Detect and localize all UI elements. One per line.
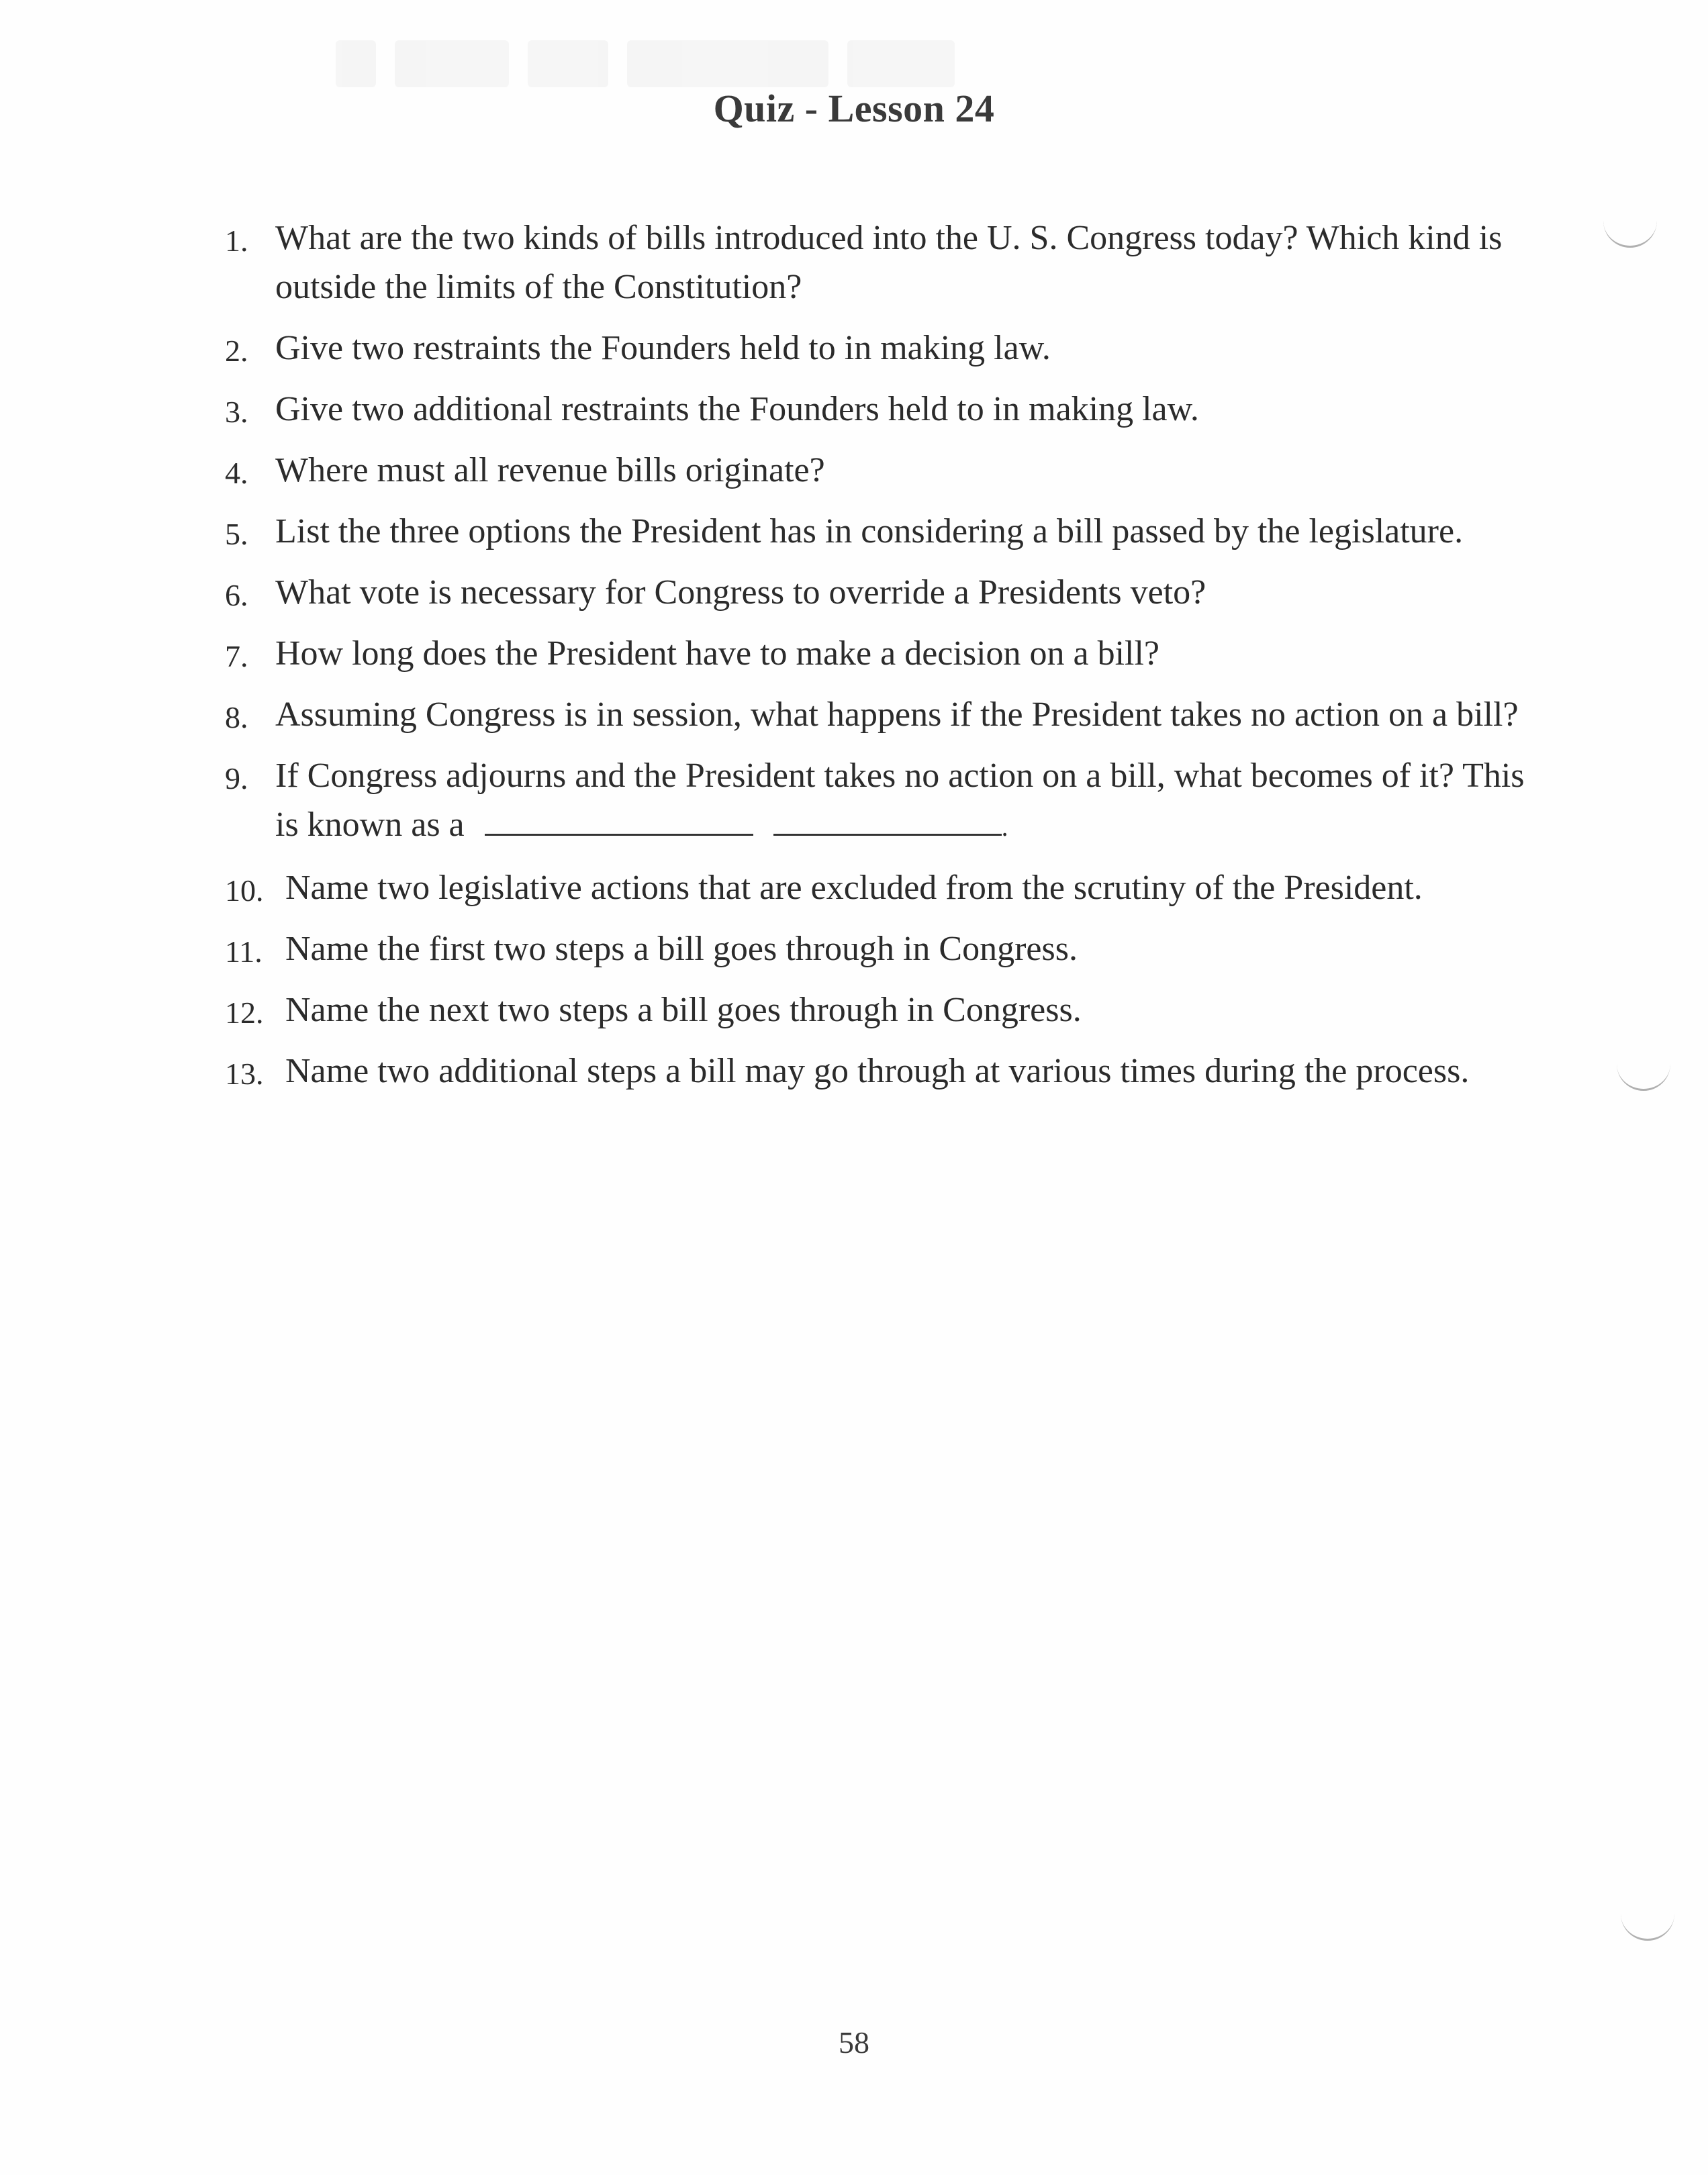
- question-item: [225, 629, 1554, 678]
- question-text: Assuming Congress is in session, what happens if the President takes no action on a bill?: [275, 695, 1519, 734]
- question-text: What vote is necessary for Congress to override a Presidents veto?: [275, 573, 1206, 612]
- page-number: 58: [839, 2025, 869, 2060]
- question-suffix: .: [1001, 812, 1008, 842]
- question-number: 8.: [225, 700, 248, 734]
- question-item: [225, 446, 1554, 495]
- question-item: [225, 1047, 1554, 1096]
- question-number: 6.: [225, 578, 248, 612]
- question-number: 10.: [225, 873, 264, 908]
- question-number: 2.: [225, 334, 248, 368]
- punch-hole-mark: [1621, 1912, 1674, 1941]
- question-item: [225, 985, 1554, 1034]
- question-item: [225, 507, 1554, 556]
- question-number: 12.: [225, 996, 264, 1030]
- punch-hole-mark: [1603, 219, 1657, 248]
- question-text: If Congress adjourns and the President takes no action on a bill, what becomes of it? This is known as a: [275, 757, 1525, 844]
- question-text: What are the two kinds of bills introduced into the U. S. Congress today? Which kind is outside the limits of the Constitution?: [275, 219, 1503, 306]
- answer-blank: [485, 807, 753, 836]
- question-number: 5.: [225, 517, 248, 551]
- question-number: 4.: [225, 456, 248, 490]
- question-number: 11.: [225, 934, 263, 969]
- question-text: Name the first two steps a bill goes through in Congress.: [285, 930, 1078, 968]
- quiz-title: Quiz - Lesson 24: [713, 87, 995, 130]
- question-item: [225, 568, 1554, 617]
- question-list: [225, 213, 1554, 1108]
- question-number: 9.: [225, 761, 248, 795]
- question-text: Name the next two steps a bill goes through in Congress.: [285, 991, 1082, 1029]
- punch-hole-mark: [1617, 1062, 1670, 1091]
- question-text: How long does the President have to make a decision on a bill?: [275, 634, 1160, 673]
- question-text: List the three options the President has in considering a bill passed by the legislature.: [275, 512, 1464, 550]
- question-item: [225, 690, 1554, 739]
- question-item: [225, 863, 1554, 912]
- question-text: Name two additional steps a bill may go through at various times during the process.: [285, 1052, 1470, 1090]
- question-text: Name two legislative actions that are excluded from the scrutiny of the President.: [285, 869, 1423, 907]
- question-item: [225, 924, 1554, 973]
- question-text: Give two additional restraints the Founders held to in making law.: [275, 390, 1199, 428]
- question-item: [225, 324, 1554, 373]
- question-item: [225, 213, 1554, 311]
- question-number: 3.: [225, 395, 248, 429]
- question-text-with-blanks: [275, 751, 1554, 851]
- question-text: Give two restraints the Founders held to in making law.: [275, 329, 1051, 367]
- question-number: 13.: [225, 1057, 264, 1091]
- question-number: 1.: [225, 224, 248, 258]
- answer-blank: [773, 807, 1002, 836]
- question-item: [225, 751, 1554, 851]
- question-item: [225, 385, 1554, 434]
- question-text: Where must all revenue bills originate?: [275, 451, 825, 489]
- question-number: 7.: [225, 639, 248, 673]
